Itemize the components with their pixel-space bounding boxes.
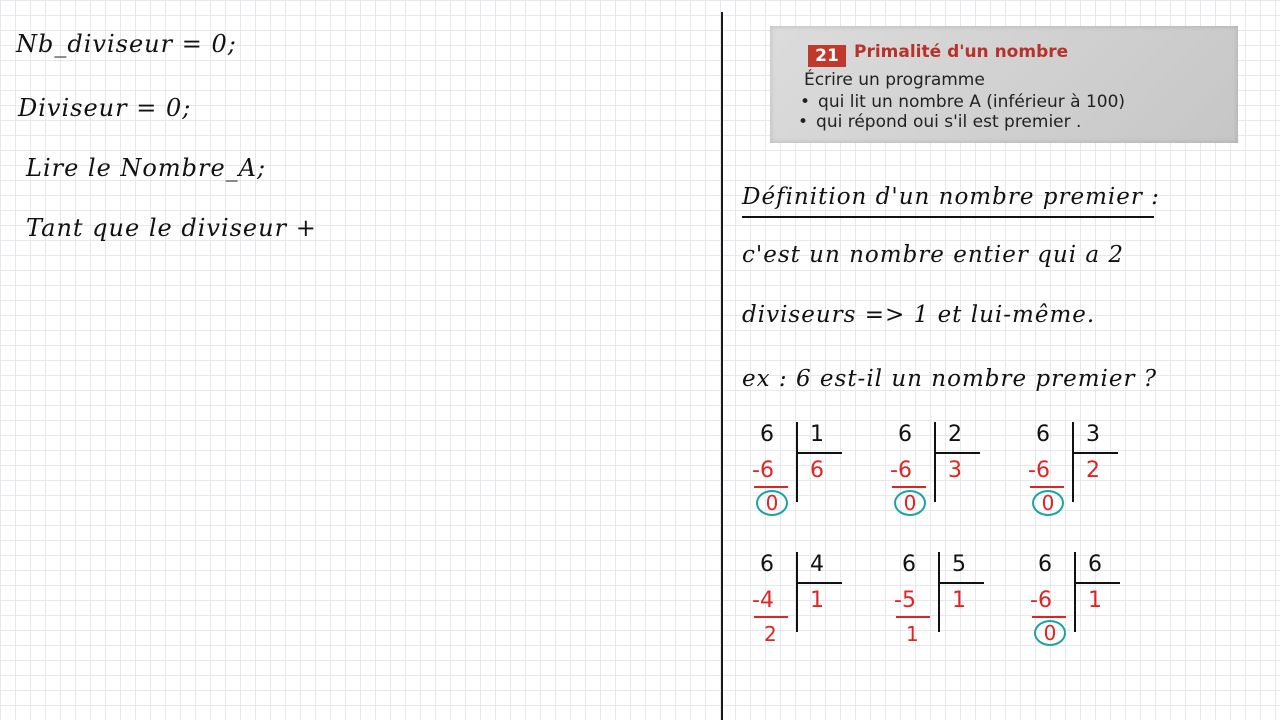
note-line-3: Lire le Nombre_A; [26,154,267,182]
definition-underline [742,216,1154,218]
divisor: 1 [810,422,824,447]
subtraction: -6 [1030,588,1052,613]
division-6-by-4 [752,552,862,652]
subtraction: -4 [752,588,774,613]
bullet-2-text: qui répond oui s'il est premier . [816,112,1082,132]
definition-line-1: c'est un nombre entier qui a 2 [742,242,1125,268]
divisor: 3 [1086,422,1100,447]
division-6-by-6 [1030,552,1140,652]
remainder: 2 [764,622,777,646]
division-vertical-bar [934,422,936,502]
subtraction: -6 [752,458,774,483]
quotient: 6 [810,458,824,483]
divisor: 6 [1088,552,1102,577]
division-6-by-3 [1028,422,1138,522]
note-line-2: Diviseur = 0; [18,94,192,122]
division-horizontal-bar [796,582,842,584]
page-divider [721,12,723,720]
bullet-icon: • [800,92,811,112]
note-line-4: Tant que le diviseur + [26,214,317,242]
division-vertical-bar [796,552,798,632]
division-vertical-bar [1072,422,1074,502]
quotient: 3 [948,458,962,483]
division-horizontal-bar [938,582,984,584]
quotient: 2 [1086,458,1100,483]
subtraction-line [754,486,788,488]
division-vertical-bar [1074,552,1076,632]
bullet-icon: • [798,112,809,132]
remainder-circled: 0 [1032,490,1064,516]
definition-title: Définition d'un nombre premier : [742,184,1160,210]
divisor: 4 [810,552,824,577]
division-horizontal-bar [1074,582,1120,584]
subtraction: -6 [1028,458,1050,483]
subtraction: -5 [894,588,916,613]
division-horizontal-bar [796,452,842,454]
exercise-bullet-2 [798,112,1081,132]
division-6-by-5 [894,552,1004,652]
textbook-excerpt [770,26,1238,143]
subtraction: -6 [890,458,912,483]
division-vertical-bar [796,422,798,502]
subtraction-line [754,616,788,618]
dividend: 6 [898,422,912,447]
subtraction-line [896,616,930,618]
exercise-number-badge: 21 [808,45,846,67]
division-horizontal-bar [1072,452,1118,454]
definition-line-2: diviseurs => 1 et lui-même. [742,302,1096,328]
note-line-1: Nb_diviseur = 0; [16,30,237,58]
quotient: 1 [1088,588,1102,613]
division-horizontal-bar [934,452,980,454]
dividend: 6 [1036,422,1050,447]
remainder-circled: 0 [1034,620,1066,646]
example-question: ex : 6 est-il un nombre premier ? [742,366,1158,392]
exercise-instruction: Écrire un programme [804,70,985,90]
quotient: 1 [810,588,824,613]
exercise-bullet-1 [800,92,1125,112]
remainder-circled: 0 [756,490,788,516]
bullet-1-text: qui lit un nombre A (inférieur à 100) [818,92,1126,112]
division-6-by-1 [752,422,862,522]
exercise-title: Primalité d'un nombre [854,42,1069,62]
dividend: 6 [1038,552,1052,577]
remainder: 1 [906,622,919,646]
dividend: 6 [902,552,916,577]
dividend: 6 [760,422,774,447]
divisor: 2 [948,422,962,447]
subtraction-line [1030,486,1064,488]
subtraction-line [892,486,926,488]
quotient: 1 [952,588,966,613]
division-vertical-bar [938,552,940,632]
division-6-by-2 [890,422,1000,522]
subtraction-line [1032,616,1066,618]
divisor: 5 [952,552,966,577]
dividend: 6 [760,552,774,577]
remainder-circled: 0 [894,490,926,516]
